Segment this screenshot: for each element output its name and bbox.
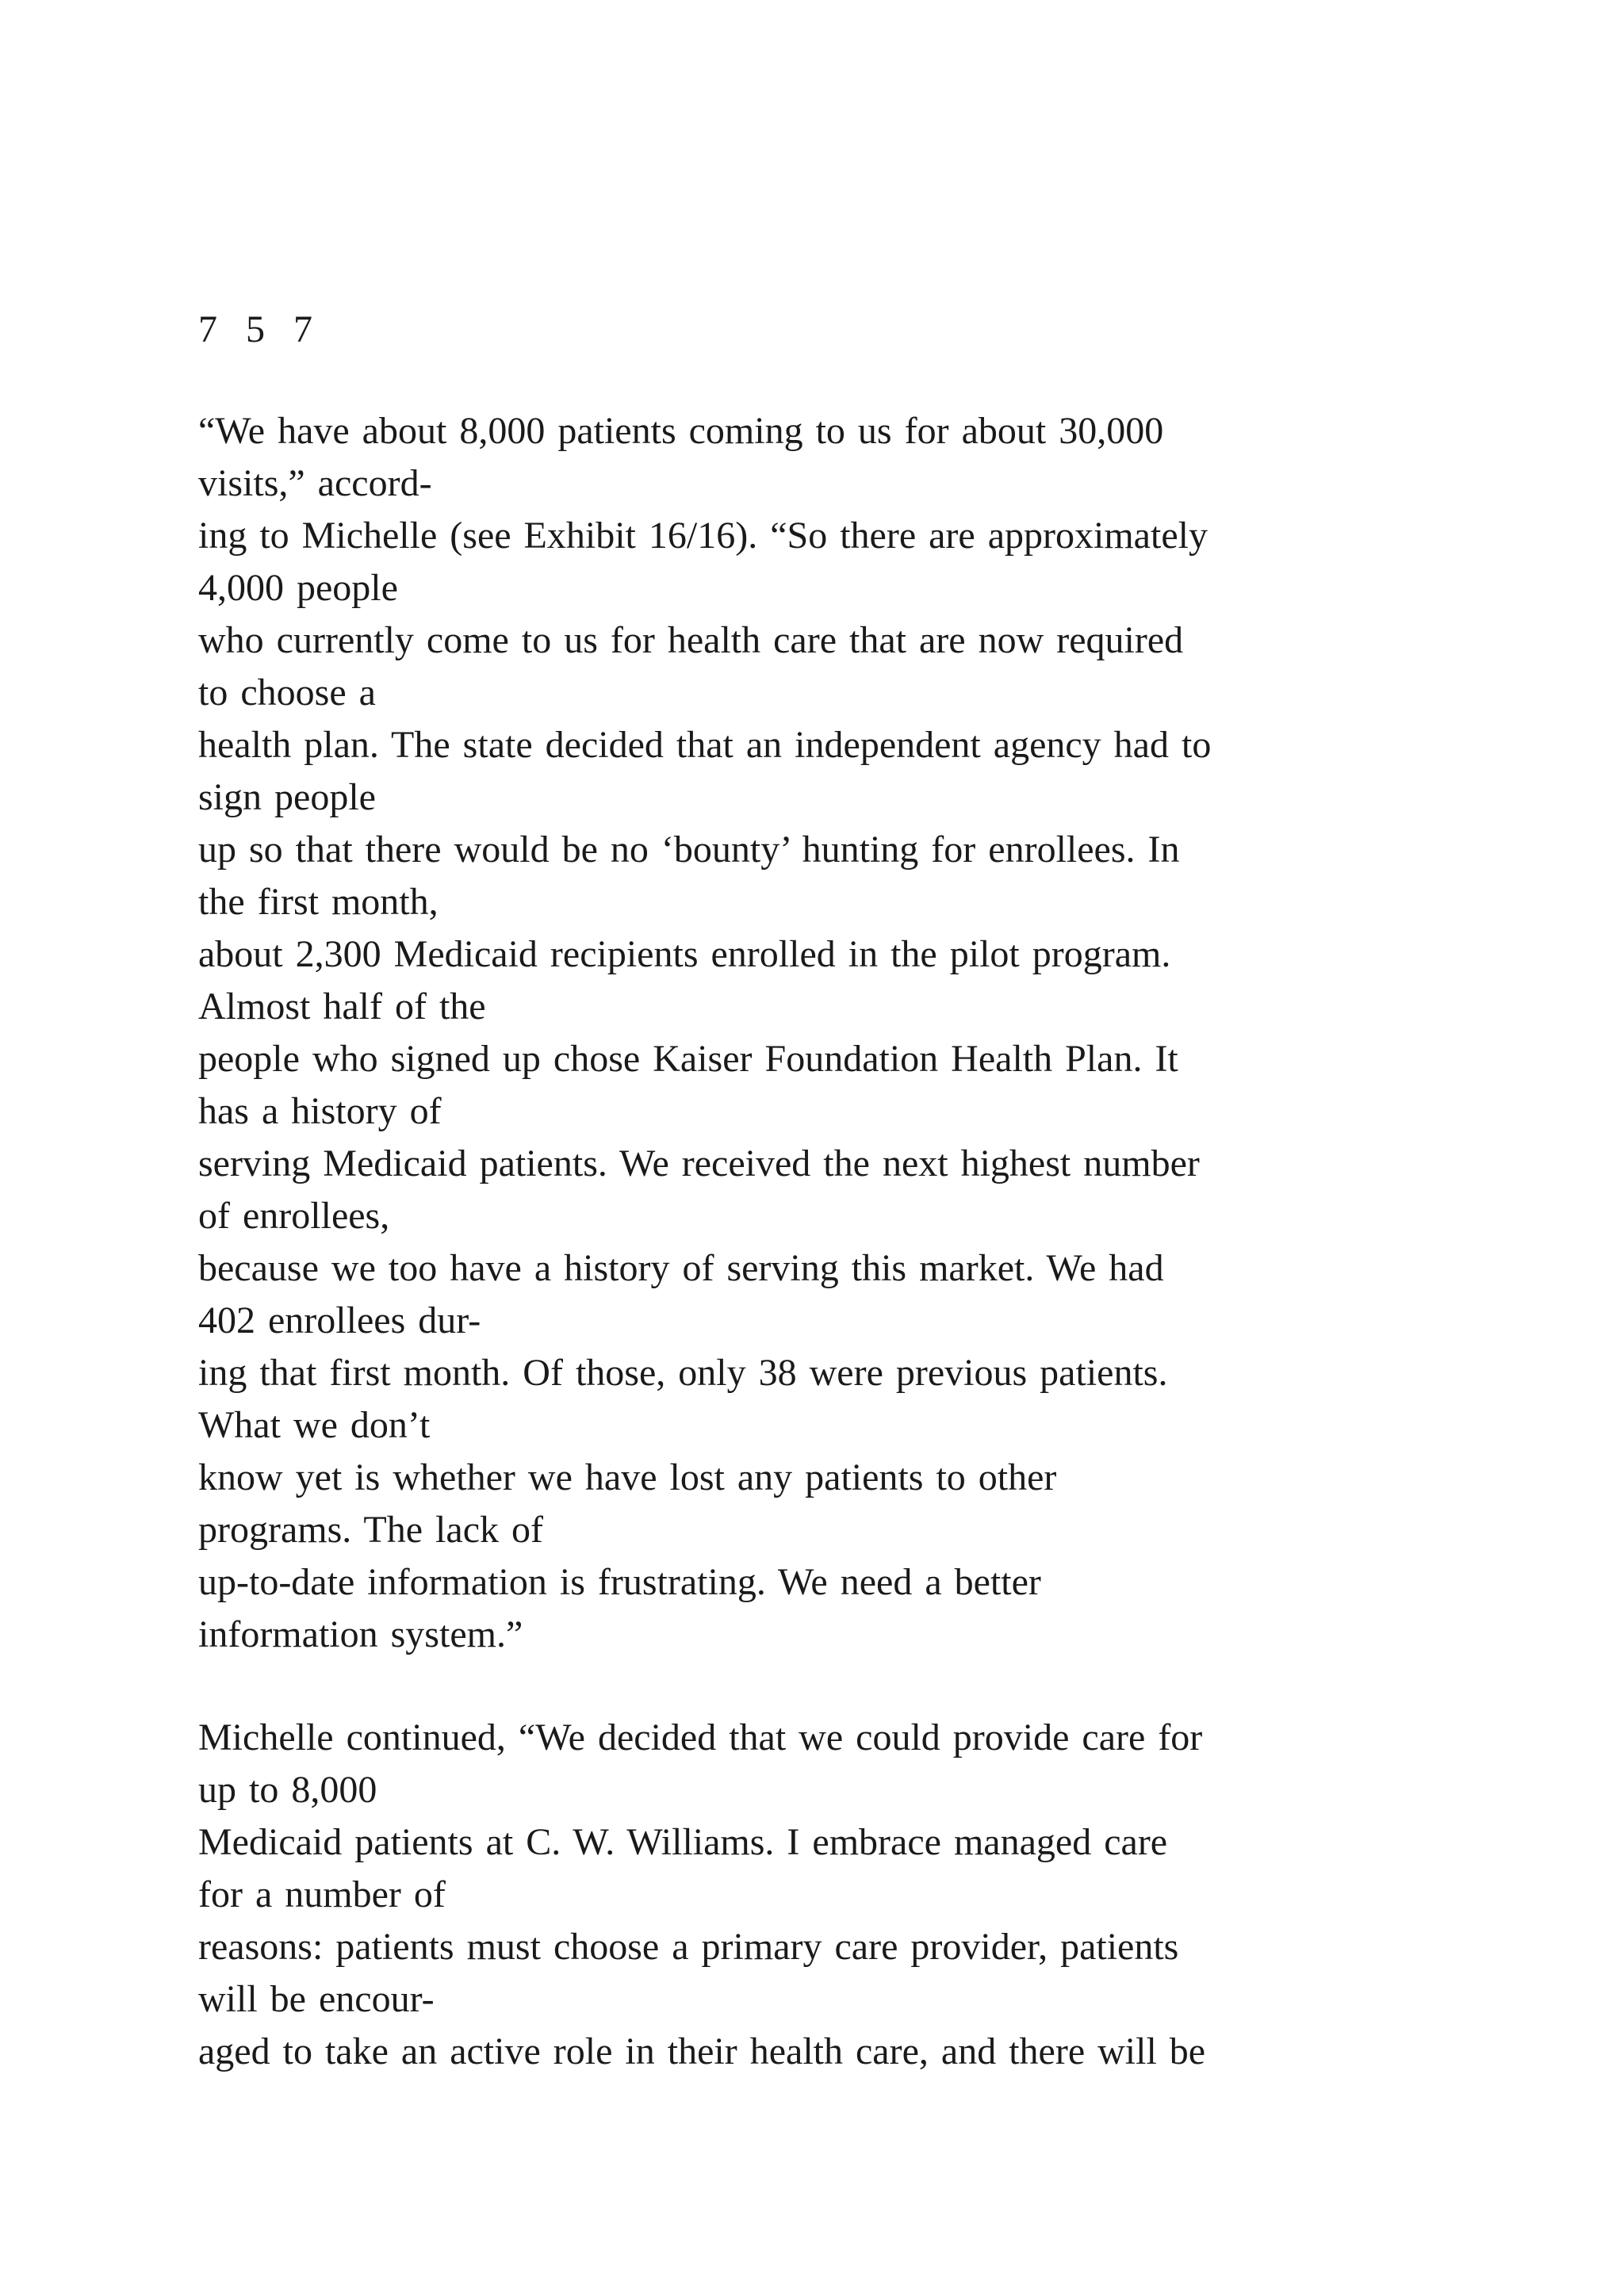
paragraph-1-line: ing to Michelle (see Exhibit 16/16). “So there are approximately <box>198 515 1208 557</box>
paragraph-1-line: up so that there would be no ‘bounty’ hunting for enrollees. In <box>198 828 1180 871</box>
paragraph-2-line: reasons: patients must choose a primary care provider, patients <box>198 1926 1179 1968</box>
paragraph-2-line: will be encour- <box>198 1978 435 2020</box>
paragraph-1-line: about 2,300 Medicaid recipients enrolled in the pilot program. <box>198 933 1171 975</box>
paragraph-1-line: ing that first month. Of those, only 38 were previous patients. <box>198 1352 1168 1394</box>
paragraph-1-line: who currently come to us for health care that are now required <box>198 619 1184 661</box>
paragraph-1-line: sign people <box>198 776 376 818</box>
paragraph-1-line: programs. The lack of <box>198 1509 543 1551</box>
paragraph-1-line: 4,000 people <box>198 567 398 609</box>
paragraph-1-line: to choose a <box>198 672 376 714</box>
paragraph-1-line: because we too have a history of serving this market. We had <box>198 1247 1164 1289</box>
paragraph-1-line: Almost half of the <box>198 985 486 1027</box>
paragraph-1-line: What we don’t <box>198 1404 431 1446</box>
paragraph-1-line: serving Medicaid patients. We received the next highest number <box>198 1142 1200 1184</box>
paragraph-1-line: “We have about 8,000 patients coming to us for about 30,000 <box>198 410 1164 452</box>
paragraph-1-line: of enrollees, <box>198 1195 390 1237</box>
paragraph-1-line: people who signed up chose Kaiser Foundation Health Plan. It <box>198 1038 1178 1080</box>
paragraph-2-line: up to 8,000 <box>198 1769 377 1811</box>
paragraph-1-line: health plan. The state decided that an independent agency had to <box>198 724 1212 766</box>
paragraph-2-line: Medicaid patients at C. W. Williams. I embrace managed care <box>198 1821 1168 1863</box>
paragraph-2-line: Michelle continued, “We decided that we could provide care for <box>198 1716 1203 1758</box>
paragraph-1-line: the first month, <box>198 881 439 923</box>
paragraph-2-line: aged to take an active role in their health care, and there will be <box>198 2030 1206 2072</box>
page-number: 7 5 7 <box>198 308 322 350</box>
paragraph-1-line: know yet is whether we have lost any patients to other <box>198 1456 1057 1498</box>
paragraph-2-line: for a number of <box>198 1873 446 1915</box>
paragraph-1-line: visits,” accord- <box>198 462 432 504</box>
paragraph-1-line: 402 enrollees dur- <box>198 1299 481 1341</box>
paragraph-1-line: has a history of <box>198 1090 442 1132</box>
paragraph-1-line: up-to-date information is frustrating. We need a better <box>198 1561 1041 1603</box>
paragraph-1-line: information system.” <box>198 1613 523 1655</box>
